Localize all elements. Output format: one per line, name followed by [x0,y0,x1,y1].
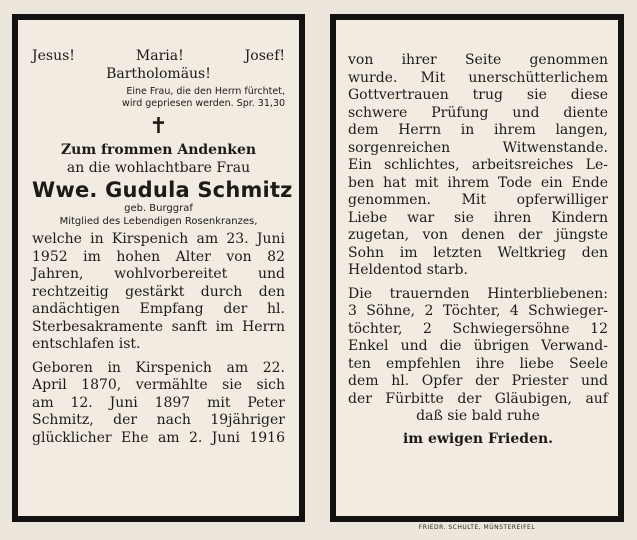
text-line: Ein schlichtes, arbeitsreiches Le- [348,157,608,173]
text-line: töchter, 2 Schwiegersöhne 12 [348,320,608,337]
obituary-paragraph-1 [32,231,285,354]
cross-icon: ✝ [149,114,168,139]
right-memorial-panel [330,14,624,522]
header-name-josef: Josef! [244,48,286,64]
text-line: am 12. Juni 1897 mit Peter [32,394,285,411]
header-name-maria: Maria! [135,48,184,64]
text-line: dem Herrn in ihrem langen, [348,122,608,138]
text-line: Die trauernden Hinterbliebenen: [348,285,608,302]
proverb-line-1: Eine Frau, die den Herrn fürchtet, [126,86,285,97]
obituary-paragraph-2 [32,360,285,448]
text-line: von ihrer Seite genommen [348,52,608,68]
text-line: zugetan, von denen der jüngste [348,227,608,243]
text-line: 3 Söhne, 2 Töchter, 4 Schwieger- [348,303,608,319]
header-names [32,48,285,66]
text-line: Sterbesakramente sanft im Herrn [32,318,285,335]
text-line: Sohn im letzten Weltkrieg den [348,244,608,261]
text-line: April 1870, vermählte sie sich [32,377,285,393]
header-name-bartholomaeus: Bartholomäus! [106,65,211,82]
text-line: Liebe war sie ihren Kindern [348,209,608,226]
membership-line: Mitglied des Lebendigen Rosenkranzes, [59,215,258,227]
memory-subheading: an die wohlachtbare Frau [66,159,251,176]
deceased-name: Wwe. Gudula Schmitz [32,178,293,202]
text-line: Schmitz, der nach 19jähriger [32,412,285,428]
closing-line: im ewigen Frieden. [402,430,554,447]
text-line: welche in Kirspenich am 23. Juni [32,231,285,247]
text-line: andächtigen Empfang der hl. [32,301,285,317]
text-line: wurde. Mit unerschütterlichem [348,69,608,86]
proverb-line-2: wird gepriesen werden. Spr. 31,30 [122,98,285,109]
text-line: Geboren in Kirspenich am 22. [32,359,285,376]
text-line: glücklicher Ehe am 2. Juni 1916 [32,429,285,446]
text-line: rechtzeitig gestärkt durch den [32,283,285,300]
text-line: 1952 im hohen Alter von 82 [32,248,285,265]
text-line: ten empfehlen ihre liebe Seele [348,355,608,372]
text-line: Gottvertrauen trug sie diese [348,87,608,103]
text-line: der Fürbitte der Gläubigen, auf [348,390,608,407]
printer-imprint: FRIEDR. SCHULTE, MÜNSTEREIFEL [418,524,536,531]
text-line: Jahren, wohlvorbereitet und [32,266,285,282]
memory-heading: Zum frommen Andenken [60,142,257,158]
left-panel-text [32,48,293,447]
text-line: schwere Prüfung und diente [348,104,608,121]
left-memorial-panel [12,14,305,522]
text-line: genommen. Mit opferwilliger [348,192,608,208]
text-line: ben hat mit ihrem Tode ein Ende [348,174,608,191]
text-line: Enkel und die übrigen Verwand- [348,338,608,354]
header-name-jesus: Jesus! [32,48,75,64]
text-line: entschlafen ist. [32,336,141,352]
text-line: dem hl. Opfer der Priester und [348,373,608,389]
text-line: Heldentod starb. [348,262,468,278]
maiden-name: geb. Burggraf [124,203,193,214]
obituary-paragraph-3 [348,52,608,280]
text-line: sorgenreichen Witwenstande. [348,139,608,156]
right-panel-text [348,52,608,448]
survivors-paragraph [348,286,608,426]
text-line: daß sie bald ruhe [416,408,540,424]
